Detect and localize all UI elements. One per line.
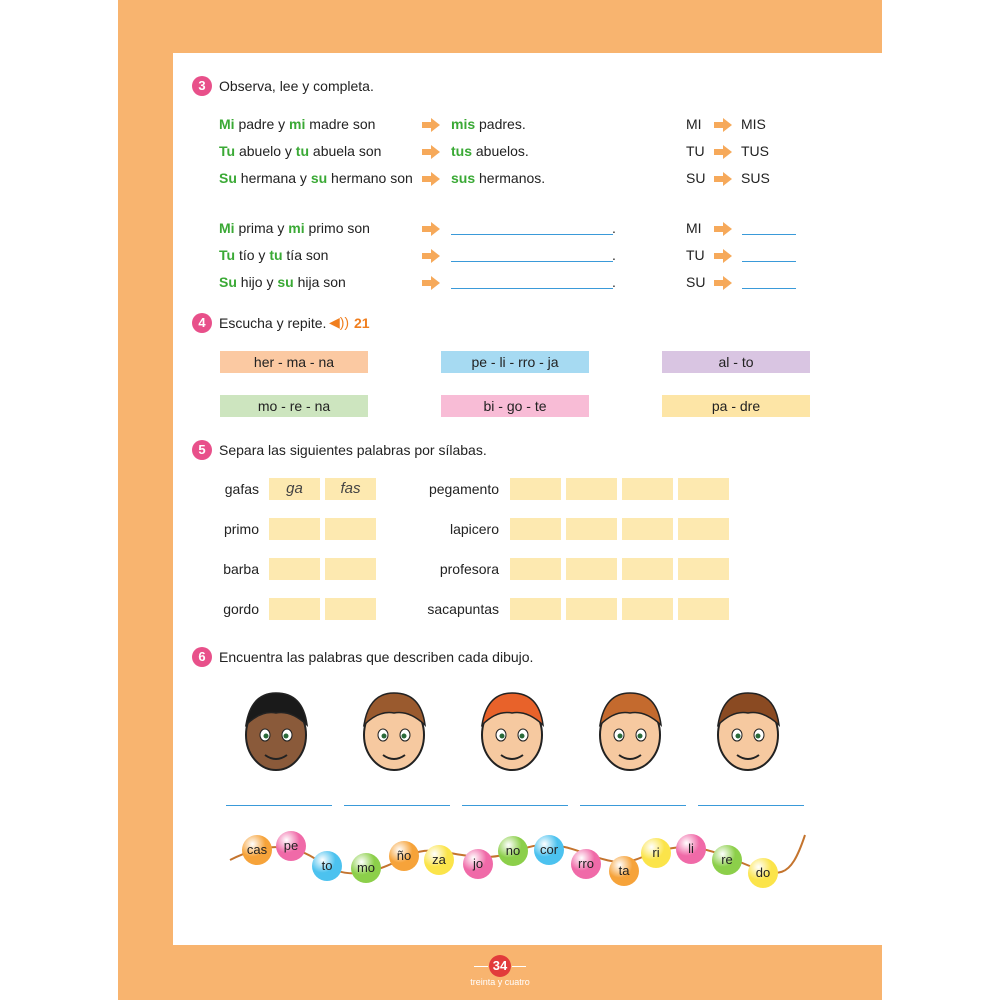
syllable-box[interactable]: fas — [325, 478, 376, 500]
syllable-card: pe - li - rro - ja — [441, 351, 589, 373]
exercise-number-badge: 4 — [192, 313, 212, 333]
syllable-card: mo - re - na — [220, 395, 368, 417]
example-result: sus hermanos. — [451, 170, 546, 186]
exercise-title: Observa, lee y completa. — [219, 78, 374, 94]
singular-word: MI — [686, 220, 702, 236]
divider — [512, 966, 526, 967]
word-to-split: sacapuntas — [427, 601, 499, 617]
syllable-bead: rro — [571, 849, 601, 879]
syllable-bead: ño — [389, 841, 419, 871]
syllable-bead: cor — [534, 835, 564, 865]
example-sentence: Su hermana y su hermano son — [219, 170, 413, 186]
syllable-bead: re — [712, 845, 742, 875]
word-to-split: gordo — [223, 601, 259, 617]
syllable-bead: cas — [242, 835, 272, 865]
exercise-title: Escucha y repite. — [219, 315, 327, 331]
audio-icon[interactable]: ◀)) — [329, 314, 350, 330]
example-result: tus abuelos. — [451, 143, 529, 159]
word-to-split: profesora — [439, 561, 499, 577]
singular-word: TU — [686, 247, 705, 263]
exercise-sentence: Tu tío y tu tía son — [219, 247, 329, 263]
syllable-bead: pe — [276, 831, 306, 861]
syllable-card: her - ma - na — [220, 351, 368, 373]
syllable-box[interactable]: ga — [269, 478, 320, 500]
syllable-card: al - to — [662, 351, 810, 373]
syllable-bead: ri — [641, 838, 671, 868]
page-number: 34 — [489, 955, 511, 977]
exercise-sentence: Mi prima y mi primo son — [219, 220, 370, 236]
example-sentence: Tu abuelo y tu abuela son — [219, 143, 382, 159]
plural-word: TUS — [741, 143, 769, 159]
plural-word: MIS — [741, 116, 766, 132]
word-to-split: primo — [223, 521, 259, 537]
singular-word: SU — [686, 170, 706, 186]
page-number-text: treinta y cuatro — [470, 977, 530, 987]
syllable-card: bi - go - te — [441, 395, 589, 417]
syllable-bead: li — [676, 834, 706, 864]
period: . — [612, 247, 616, 263]
singular-word: TU — [686, 143, 705, 159]
syllable-bead: jo — [463, 849, 493, 879]
syllable-card: pa - dre — [662, 395, 810, 417]
example-sentence: Mi padre y mi madre son — [219, 116, 376, 132]
exercise-number-badge: 5 — [192, 440, 212, 460]
exercise-number-badge: 6 — [192, 647, 212, 667]
syllable-bead: do — [748, 858, 778, 888]
word-to-split: gafas — [224, 481, 259, 497]
divider — [474, 966, 488, 967]
exercise-sentence: Su hijo y su hija son — [219, 274, 346, 290]
word-to-split: barba — [223, 561, 259, 577]
syllable-bead: mo — [351, 853, 381, 883]
syllable-bead: ta — [609, 856, 639, 886]
plural-word: SUS — [741, 170, 770, 186]
word-to-split: lapicero — [449, 521, 499, 537]
singular-word: MI — [686, 116, 702, 132]
exercise-title: Separa las siguientes palabras por sílabas. — [219, 442, 487, 458]
syllable-bead: to — [312, 851, 342, 881]
exercise-number-badge: 3 — [192, 76, 212, 96]
word-to-split: pegamento — [428, 481, 499, 497]
period: . — [612, 274, 616, 290]
example-result: mis padres. — [451, 116, 526, 132]
period: . — [612, 220, 616, 236]
syllable-bead: no — [498, 836, 528, 866]
exercise-title: Encuentra las palabras que describen cada dibujo. — [219, 649, 534, 665]
audio-track-number: 21 — [354, 315, 370, 331]
singular-word: SU — [686, 274, 706, 290]
syllable-bead: za — [424, 845, 454, 875]
